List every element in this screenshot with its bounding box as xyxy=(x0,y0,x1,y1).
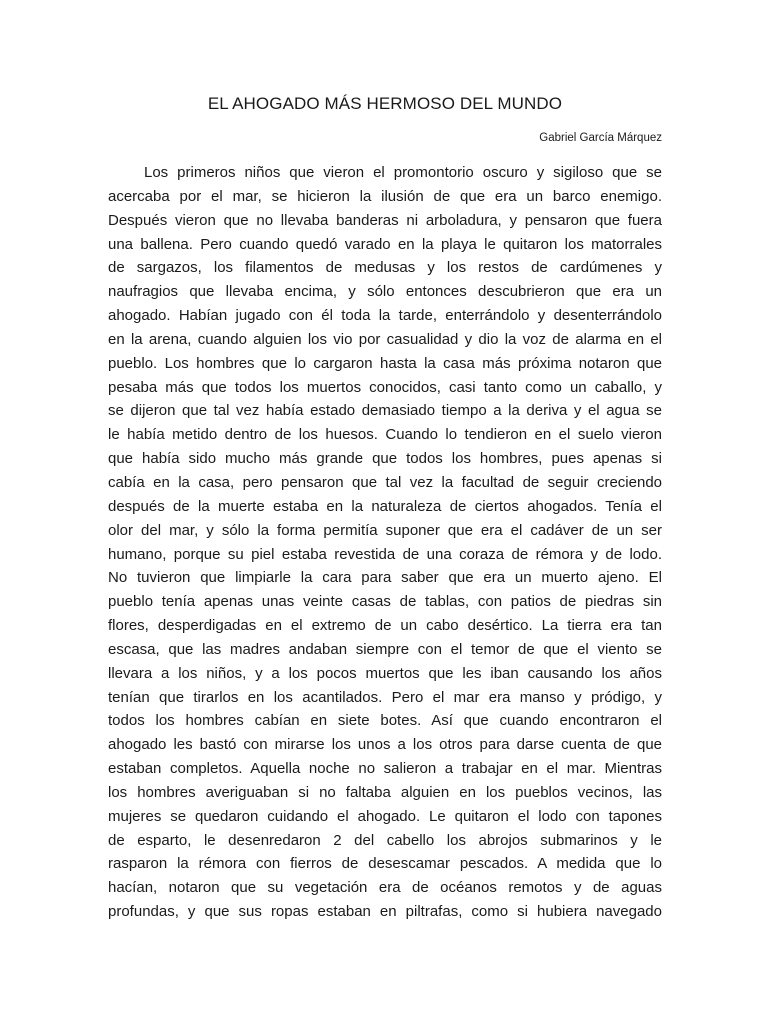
story-paragraph xyxy=(108,161,662,924)
paragraph-line: No tuvieron que limpiarle la cara para saber que era un muerto ajeno. El xyxy=(108,569,662,587)
paragraph-line: pesaba más que todos los muertos conocidos, casi tanto como un caballo, y xyxy=(108,378,662,396)
paragraph-line: tenían que tirarlos en los acantilados. Pero el mar era manso y pródigo, y xyxy=(108,688,662,706)
paragraph-line: rasparon la rémora con fierros de desescamar pescados. A medida que lo xyxy=(108,855,662,873)
paragraph-line: en la arena, cuando alguien los vio por casualidad y dio la voz de alarma en el xyxy=(108,330,662,348)
document-author: Gabriel García Márquez xyxy=(539,132,662,144)
paragraph-line: después de la muerte estaba en la naturaleza de ciertos ahogados. Tenía el xyxy=(108,497,662,515)
paragraph-line: humano, porque su piel estaba revestida de una coraza de rémora y de lodo. xyxy=(108,545,662,563)
paragraph-line: mujeres se quedaron cuidando el ahogado. Le quitaron el lodo con tapones xyxy=(108,807,662,825)
paragraph-line: acercaba por el mar, se hicieron la ilusión de que era un barco enemigo. xyxy=(108,187,662,205)
paragraph-line: pueblo. Los hombres que lo cargaron hasta la casa más próxima notaron que xyxy=(108,354,662,372)
paragraph-line: naufragios que llevaba encima, y sólo entonces descubrieron que era un xyxy=(108,283,662,301)
paragraph-line: ahogado. Habían jugado con él toda la tarde, enterrándolo y desenterrándolo xyxy=(108,307,662,325)
paragraph-line: estaban completos. Aquella noche no salieron a trabajar en el mar. Mientras xyxy=(108,760,662,778)
paragraph-line: todos los hombres cabían en siete botes. Así que cuando encontraron el xyxy=(108,712,662,730)
paragraph-line: cabía en la casa, pero pensaron que tal vez la facultad de seguir creciendo xyxy=(108,473,662,491)
paragraph-line: hacían, notaron que su vegetación era de océanos remotos y de aguas xyxy=(108,879,662,897)
paragraph-line: escasa, que las madres andaban siempre con el temor de que el viento se xyxy=(108,640,662,658)
paragraph-line: de esparto, le desenredaron 2 del cabello los abrojos submarinos y le xyxy=(108,831,662,849)
paragraph-line: pueblo tenía apenas unas veinte casas de tablas, con patios de piedras sin xyxy=(108,593,662,611)
paragraph-line: los hombres averiguaban si no faltaba alguien en los pueblos vecinos, las xyxy=(108,783,662,801)
paragraph-line: llevara a los niños, y a los pocos muertos que les iban causando los años xyxy=(108,664,662,682)
paragraph-line: olor del mar, y sólo la forma permitía suponer que era el cadáver de un ser xyxy=(108,521,662,539)
paragraph-line: flores, desperdigadas en el extremo de un cabo desértico. La tierra era tan xyxy=(108,617,662,635)
paragraph-line: Los primeros niños que vieron el promontorio oscuro y sigiloso que se xyxy=(144,164,662,181)
paragraph-line: que había sido mucho más grande que todos los hombres, pues apenas si xyxy=(108,450,662,468)
paragraph-line: de sargazos, los filamentos de medusas y los restos de cardúmenes y xyxy=(108,259,662,277)
paragraph-line: una ballena. Pero cuando quedó varado en la playa le quitaron los matorrales xyxy=(108,235,662,253)
paragraph-line: le había metido dentro de los huesos. Cuando lo tendieron en el suelo vieron xyxy=(108,426,662,444)
document-title: EL AHOGADO MÁS HERMOSO DEL MUNDO xyxy=(207,94,563,113)
paragraph-line: Después vieron que no llevaba banderas ni arboladura, y pensaron que fuera xyxy=(108,211,662,229)
paragraph-line: profundas, y que sus ropas estaban en piltrafas, como si hubiera navegado xyxy=(108,903,662,921)
paragraph-line: se dijeron que tal vez había estado demasiado tiempo a la deriva y el agua se xyxy=(108,402,662,420)
paragraph-line: ahogado les bastó con mirarse los unos a los otros para darse cuenta de que xyxy=(108,736,662,754)
